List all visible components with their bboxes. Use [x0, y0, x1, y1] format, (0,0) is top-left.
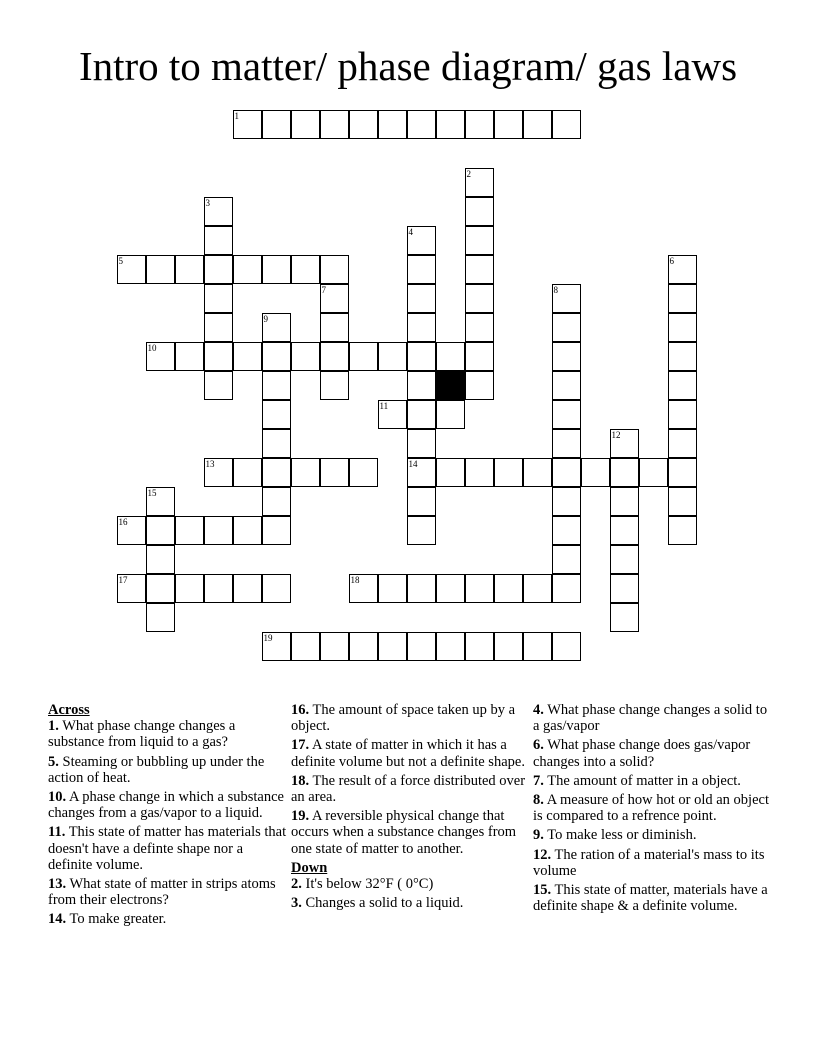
grid-cell[interactable] [407, 487, 436, 516]
clue-number: 8 [553, 284, 558, 295]
grid-cell[interactable] [465, 226, 494, 255]
grid-cell[interactable] [465, 110, 494, 139]
clue-item-text: A state of matter in which it has a definite volume but not a definite shape. [291, 737, 525, 770]
page-title: Intro to matter/ phase diagram/ gas laws [78, 43, 738, 89]
grid-cell[interactable] [668, 400, 697, 429]
clue-item [533, 847, 773, 879]
grid-cell[interactable] [146, 255, 175, 284]
clue-item-number: 12. [533, 846, 552, 863]
clue-number: 9 [263, 313, 268, 324]
clue-number: 15 [147, 487, 157, 498]
clue-item-text: A reversible physical change that occurs when a substance changes from one state of matter to another. [291, 808, 517, 857]
grid-cell[interactable] [436, 110, 465, 139]
clue-item-text: This state of matter, materials have a definite shape & a definite volume. [533, 882, 768, 915]
clue-section-header: Down [291, 859, 328, 876]
grid-cell[interactable] [262, 255, 291, 284]
grid-cell[interactable] [117, 255, 146, 284]
grid-cell[interactable] [320, 313, 349, 342]
grid-cell[interactable] [378, 110, 407, 139]
grid-cell[interactable] [349, 458, 378, 487]
grid-cell[interactable] [668, 284, 697, 313]
grid-cell[interactable] [146, 487, 175, 516]
grid-cell[interactable] [668, 342, 697, 371]
grid-cell[interactable] [407, 400, 436, 429]
grid-cell[interactable] [233, 255, 262, 284]
grid-cell[interactable] [610, 516, 639, 545]
grid-cell[interactable] [117, 516, 146, 545]
grid-cell[interactable] [175, 342, 204, 371]
grid-cell[interactable] [610, 429, 639, 458]
grid-cell[interactable] [233, 574, 262, 603]
grid-cell[interactable] [494, 110, 523, 139]
grid-cell[interactable] [204, 516, 233, 545]
grid-cell[interactable] [349, 632, 378, 661]
clue-number: 10 [147, 342, 157, 353]
grid-cell[interactable] [610, 603, 639, 632]
clue-item-number: 17. [291, 737, 310, 754]
grid-cell[interactable] [262, 574, 291, 603]
clue-item-text: A measure of how hot or old an object is compared to a refrence point. [533, 792, 769, 825]
grid-cell[interactable] [233, 342, 262, 371]
grid-cell[interactable] [552, 574, 581, 603]
grid-cell[interactable] [262, 313, 291, 342]
clue-item [291, 737, 529, 769]
grid-cell[interactable] [320, 110, 349, 139]
grid-cell[interactable] [146, 574, 175, 603]
clue-item-text: Steaming or bubbling up under the action of heat. [48, 753, 265, 786]
clue-item-number: 15. [533, 882, 552, 899]
grid-cell[interactable] [523, 574, 552, 603]
grid-cell[interactable] [146, 342, 175, 371]
grid-cell[interactable] [668, 458, 697, 487]
grid-cell[interactable] [668, 371, 697, 400]
grid-cell[interactable] [175, 516, 204, 545]
grid-cell[interactable] [262, 429, 291, 458]
grid-cell[interactable] [320, 371, 349, 400]
grid-cell[interactable] [465, 574, 494, 603]
clue-item [48, 789, 288, 821]
clue-item-number: 4. [533, 702, 544, 718]
clue-item-number: 5. [48, 753, 59, 770]
grid-cell[interactable] [668, 487, 697, 516]
grid-cell[interactable] [610, 574, 639, 603]
grid-cell[interactable] [175, 574, 204, 603]
grid-cell[interactable] [262, 458, 291, 487]
clue-number: 2 [466, 168, 471, 179]
grid-cell[interactable] [552, 632, 581, 661]
grid-cell[interactable] [581, 458, 610, 487]
grid-cell[interactable] [610, 545, 639, 574]
grid-cell[interactable] [320, 632, 349, 661]
clue-item-text: The amount of space taken up by a object. [291, 702, 516, 735]
grid-cell[interactable] [262, 632, 291, 661]
grid-cell[interactable] [639, 458, 668, 487]
grid-cell[interactable] [552, 516, 581, 545]
clue-item-text: Changes a solid to a liquid. [301, 895, 464, 912]
grid-cell[interactable] [494, 574, 523, 603]
clue-item-text: This state of matter has materials that doesn't have a definte shape nor a definite volume. [48, 824, 287, 873]
grid-cell[interactable] [262, 371, 291, 400]
clue-number: 13 [205, 458, 215, 469]
clue-item-number: 10. [48, 789, 67, 806]
grid-cell[interactable] [204, 197, 233, 226]
grid-cell[interactable] [610, 458, 639, 487]
grid-cell[interactable] [436, 632, 465, 661]
grid-cell[interactable] [204, 458, 233, 487]
clue-item-text: The amount of matter in a object. [543, 772, 741, 789]
clue-item-text: What phase change changes a solid to a gas/vapor [533, 702, 768, 735]
grid-cell[interactable] [465, 342, 494, 371]
grid-cell[interactable] [668, 516, 697, 545]
clue-item-number: 2. [291, 876, 302, 893]
grid-cell[interactable] [378, 342, 407, 371]
grid-cell[interactable] [291, 342, 320, 371]
clue-item-text: What state of matter in strips atoms from their electrons? [48, 876, 276, 909]
clue-item [48, 754, 288, 786]
clue-item [291, 895, 529, 911]
grid-cell[interactable] [523, 458, 552, 487]
grid-cell[interactable] [146, 516, 175, 545]
grid-cell[interactable] [552, 545, 581, 574]
clue-item [48, 876, 288, 908]
clue-item-number: 9. [533, 827, 544, 844]
clue-item-text: A phase change in which a substance changes from a gas/vapor to a liquid. [48, 789, 284, 822]
clue-item-number: 16. [291, 702, 310, 718]
grid-cell[interactable] [552, 110, 581, 139]
grid-cell[interactable] [436, 458, 465, 487]
grid-cell[interactable] [291, 255, 320, 284]
clue-item-number: 19. [291, 808, 310, 825]
grid-cell[interactable] [436, 574, 465, 603]
grid-cell[interactable] [523, 110, 552, 139]
clue-item [533, 702, 773, 734]
grid-cell[interactable] [320, 255, 349, 284]
grid-cell[interactable] [465, 168, 494, 197]
grid-cell[interactable] [233, 110, 262, 139]
grid-cell[interactable] [465, 284, 494, 313]
grid-cell[interactable] [668, 255, 697, 284]
clue-item [291, 808, 529, 857]
grid-cell[interactable] [407, 429, 436, 458]
clue-item [533, 882, 773, 914]
grid-cell[interactable] [436, 400, 465, 429]
grid-cell[interactable] [291, 458, 320, 487]
grid-cell[interactable] [407, 632, 436, 661]
grid-cell[interactable] [407, 110, 436, 139]
clue-number: 6 [669, 255, 674, 266]
grid-cell[interactable] [204, 226, 233, 255]
clue-item-number: 14. [48, 911, 67, 928]
clue-section-header: Across [48, 702, 90, 718]
grid-cell[interactable] [668, 313, 697, 342]
grid-cell[interactable] [204, 371, 233, 400]
grid-cell[interactable] [146, 603, 175, 632]
grid-cell[interactable] [378, 574, 407, 603]
clue-number: 16 [118, 516, 128, 527]
grid-cell[interactable] [552, 284, 581, 313]
grid-block [436, 371, 465, 400]
grid-cell[interactable] [291, 632, 320, 661]
grid-cell[interactable] [204, 255, 233, 284]
grid-cell[interactable] [320, 342, 349, 371]
grid-cell[interactable] [204, 313, 233, 342]
clue-item [533, 773, 773, 789]
grid-cell[interactable] [378, 632, 407, 661]
grid-cell[interactable] [436, 342, 465, 371]
clue-number: 4 [408, 226, 413, 237]
grid-cell[interactable] [610, 487, 639, 516]
grid-cell[interactable] [204, 342, 233, 371]
grid-cell[interactable] [465, 255, 494, 284]
grid-cell[interactable] [552, 400, 581, 429]
grid-cell[interactable] [117, 574, 146, 603]
grid-cell[interactable] [262, 516, 291, 545]
clue-item-number: 8. [533, 792, 544, 809]
grid-cell[interactable] [552, 313, 581, 342]
grid-cell[interactable] [407, 226, 436, 255]
clue-item [291, 773, 529, 805]
grid-cell[interactable] [407, 313, 436, 342]
clues-column-3 [533, 702, 773, 917]
grid-cell[interactable] [523, 632, 552, 661]
clue-item-number: 6. [533, 737, 544, 754]
grid-cell[interactable] [262, 110, 291, 139]
clue-item-text: The ration of a material's mass to its volume [533, 846, 765, 879]
grid-cell[interactable] [494, 632, 523, 661]
grid-cell[interactable] [465, 632, 494, 661]
clue-item-number: 1. [48, 718, 59, 735]
grid-cell[interactable] [668, 429, 697, 458]
grid-cell[interactable] [291, 110, 320, 139]
grid-cell[interactable] [262, 487, 291, 516]
clue-number: 11 [379, 400, 389, 411]
clue-number: 1 [234, 110, 239, 121]
grid-cell[interactable] [349, 574, 378, 603]
grid-cell[interactable] [494, 458, 523, 487]
grid-cell[interactable] [407, 516, 436, 545]
clue-item-text: What phase change changes a substance from liquid to a gas? [48, 718, 236, 751]
grid-cell[interactable] [465, 371, 494, 400]
clue-item [533, 737, 773, 769]
grid-cell[interactable] [233, 516, 262, 545]
grid-cell[interactable] [320, 284, 349, 313]
grid-cell[interactable] [552, 371, 581, 400]
grid-cell[interactable] [204, 284, 233, 313]
clue-number: 3 [205, 197, 210, 208]
clue-item-number: 18. [291, 772, 310, 789]
grid-cell[interactable] [552, 458, 581, 487]
grid-cell[interactable] [378, 400, 407, 429]
clue-number: 12 [611, 429, 621, 440]
clue-item-text: To make greater. [66, 911, 167, 928]
clues-column-1 [48, 702, 288, 931]
clue-item-text: To make less or diminish. [543, 827, 697, 844]
clue-number: 17 [118, 574, 128, 585]
clue-item-text: It's below 32°F ( 0°C) [301, 876, 434, 893]
clue-item-number: 3. [291, 895, 302, 912]
grid-cell[interactable] [407, 342, 436, 371]
clue-number: 5 [118, 255, 123, 266]
clue-item [291, 876, 529, 892]
grid-cell[interactable] [552, 487, 581, 516]
clue-item [48, 911, 288, 927]
grid-cell[interactable] [407, 255, 436, 284]
grid-cell[interactable] [552, 342, 581, 371]
clue-number: 19 [263, 632, 273, 643]
grid-cell[interactable] [407, 574, 436, 603]
grid-cell[interactable] [407, 284, 436, 313]
grid-cell[interactable] [465, 458, 494, 487]
clue-item-number: 13. [48, 876, 67, 893]
clue-number: 18 [350, 574, 360, 585]
clue-item [533, 827, 773, 843]
grid-cell[interactable] [262, 400, 291, 429]
grid-cell[interactable] [262, 342, 291, 371]
grid-cell[interactable] [349, 342, 378, 371]
clue-item-text: The result of a force distributed over an area. [291, 772, 526, 806]
grid-cell[interactable] [407, 371, 436, 400]
clue-item [533, 792, 773, 824]
grid-cell[interactable] [465, 313, 494, 342]
grid-cell[interactable] [320, 458, 349, 487]
clue-item [291, 702, 529, 734]
clues-column-2 [291, 702, 529, 914]
grid-cell[interactable] [407, 458, 436, 487]
grid-cell[interactable] [204, 574, 233, 603]
clue-item-number: 7. [533, 772, 544, 789]
clue-number: 7 [321, 284, 326, 295]
grid-cell[interactable] [233, 458, 262, 487]
clue-item-number: 11. [48, 824, 66, 841]
clue-item [48, 718, 288, 750]
clue-number: 14 [408, 458, 418, 469]
clue-item-text: What phase change does gas/vapor changes into a solid? [533, 737, 751, 770]
grid-cell[interactable] [175, 255, 204, 284]
grid-cell[interactable] [465, 197, 494, 226]
clue-item [48, 824, 288, 873]
grid-cell[interactable] [349, 110, 378, 139]
grid-cell[interactable] [146, 545, 175, 574]
grid-cell[interactable] [552, 429, 581, 458]
